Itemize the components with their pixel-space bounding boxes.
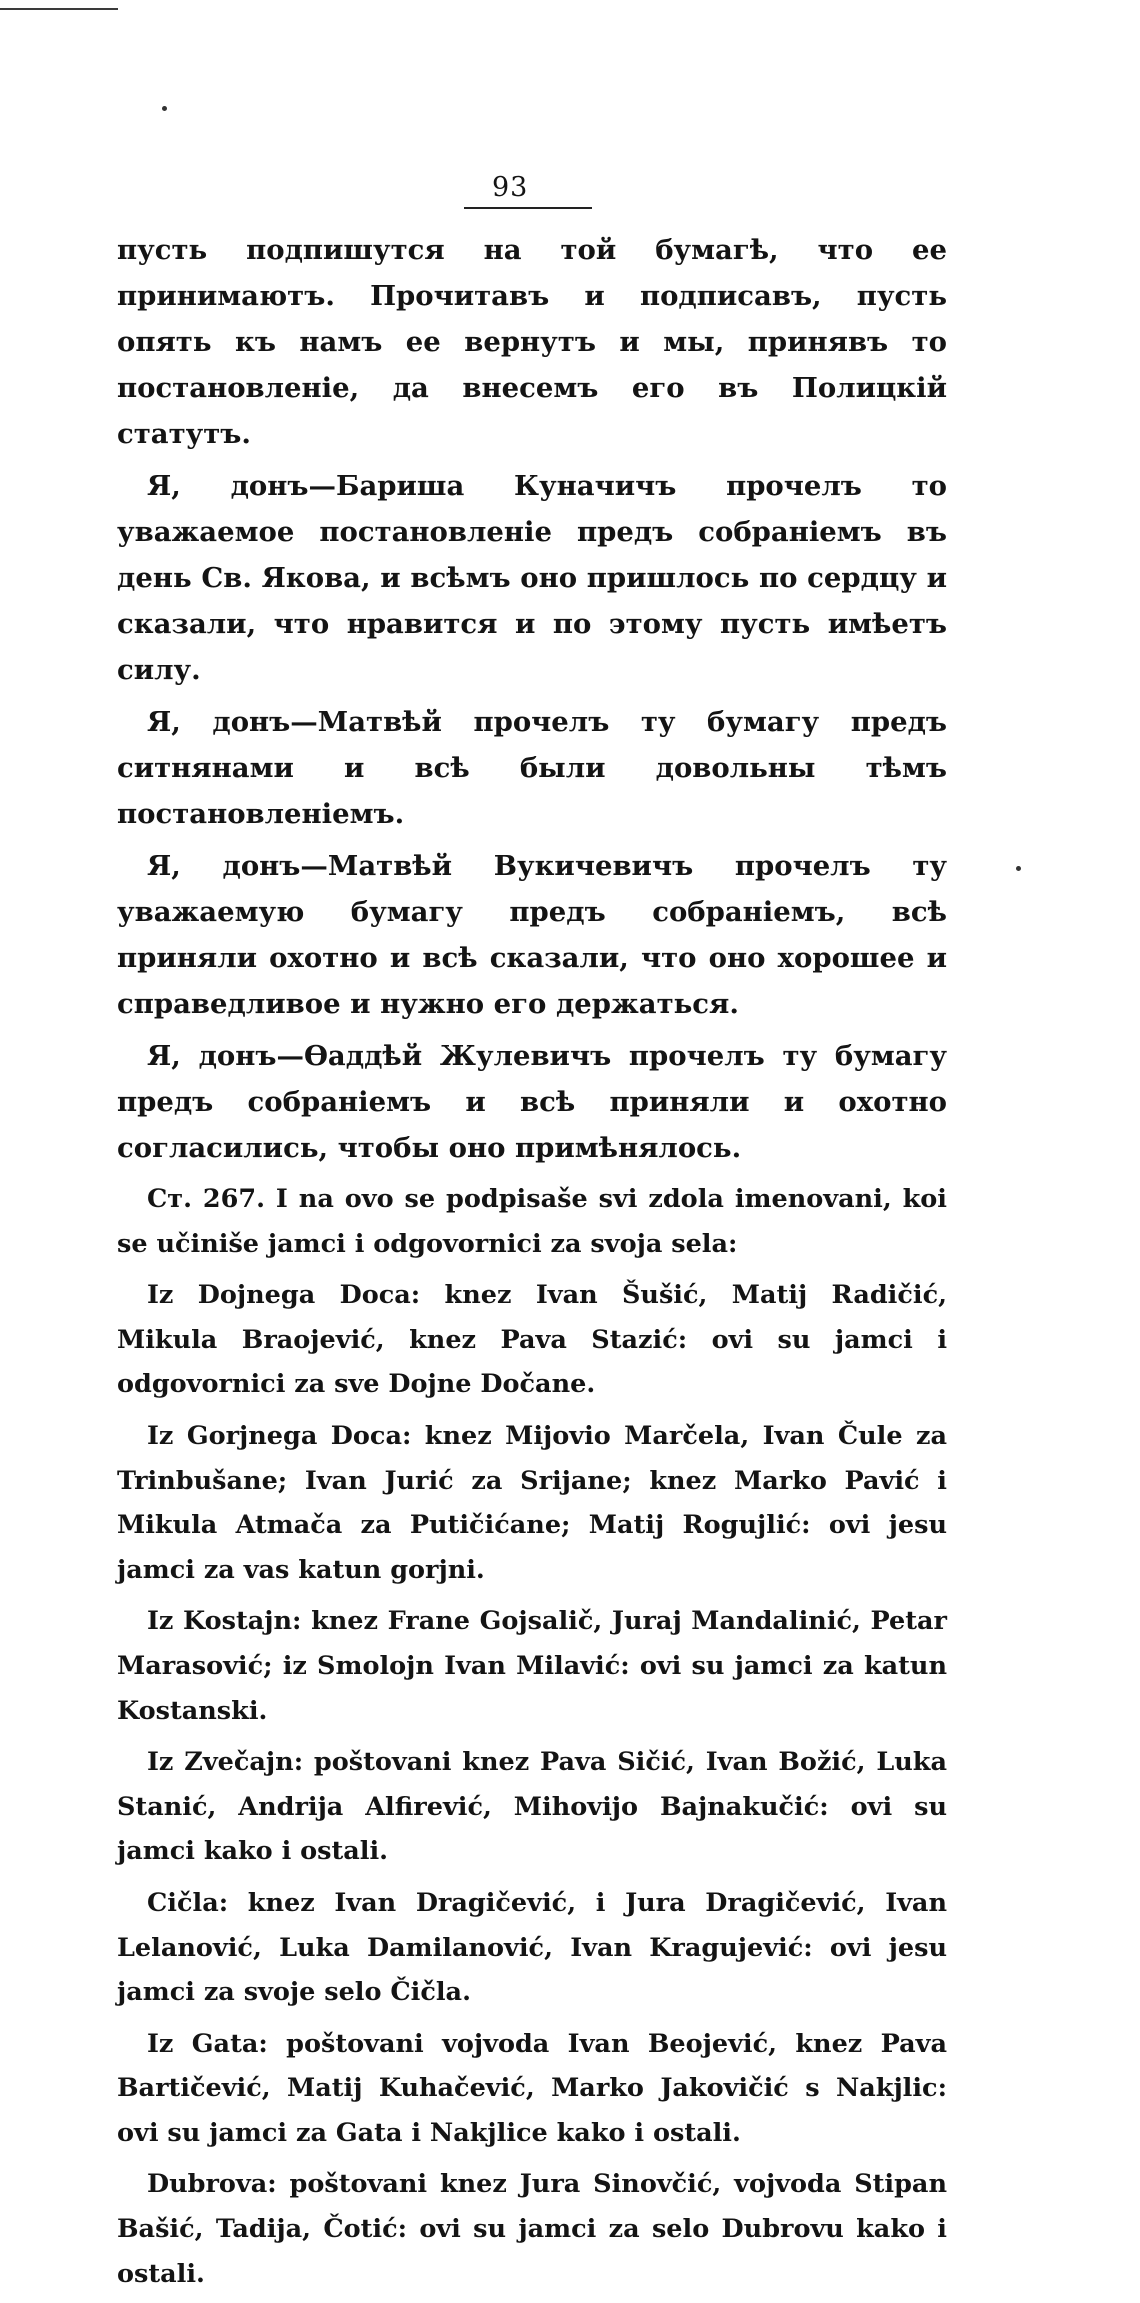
speck-mark	[162, 106, 167, 111]
paragraph: Ст. 267. I na ovo se podpisaše svi zdola imenovani, koi se učiniše jamci i odgovornici za svoja sela:	[117, 1184, 947, 1259]
paragraph: Cičla: knez Ivan Dragičević, i Jura Dragičević, Ivan Lelanović, Luka Damilanović, Ivan Kragujević: ovi jesu jamci za svoje selo Čičla.	[117, 1887, 947, 2008]
speck-mark	[1016, 866, 1021, 871]
paragraph: Я, донъ—Матвѣй прочелъ ту бумагу предъ ситнянами и всѣ были довольны тѣмъ постановленіемъ.	[117, 706, 947, 830]
cyrillic-section	[117, 227, 947, 1171]
paragraph: Я, донъ—Ѳаддѣй Жулевичъ прочелъ ту бумагу предъ собраніемъ и всѣ приняли и охотно согласились, чтобы оно примѣнялось.	[117, 1040, 947, 1164]
paragraph: Я, донъ—Бариша Куначичъ прочелъ то уважаемое постановленіе предъ собраніемъ въ день Св. Якова, и всѣмъ оно пришлось по сердцу и сказали, что нравится и по этому пусть имѣетъ силу.	[117, 470, 947, 686]
paragraph: Iz Zvečajn: poštovani knez Pava Sičić, Ivan Božić, Luka Stanić, Andrija Alfirević, Mihovijo Bajnakučić: ovi su jamci kako i ostali.	[117, 1747, 947, 1867]
top-edge-rule	[0, 8, 118, 10]
paragraph: Iz Kostajn: knez Frane Gojsalič, Juraj Mandalinić, Petar Marasović; iz Smolojn Ivan Milavić: ovi su jamci za katun Kostanski.	[117, 1606, 947, 1726]
paragraph: Я, донъ—Матвѣй Вукичевичъ прочелъ ту уважаемую бумагу предъ собраніемъ, всѣ приняли охотно и всѣ сказали, что оно хорошее и справедливое и нужно его держаться.	[117, 850, 947, 1020]
page-body	[117, 227, 947, 2303]
page-number: 93	[492, 172, 529, 203]
paragraph: Iz Gorjnega Doca: knez Mijovio Marčela, Ivan Čule za Trinbušane; Ivan Jurić za Srijane; knez Marko Pavić i Mikula Atmača za Putičićane; Matij Rogujlić: ovi jesu jamci za vas katun gorjni.	[117, 1420, 947, 1585]
paragraph: Iz Dojnega Doca: knez Ivan Šušić, Matij Radičić, Mikula Braojević, knez Pava Stazić: ovi su jamci i odgovornici za sve Dojne Dočane.	[117, 1280, 947, 1400]
paragraph: Dubrova: poštovani knez Jura Sinovčić, vojvoda Stipan Bašić, Tadija, Čotić: ovi su jamci za selo Dubrovu kako i ostali.	[117, 2169, 947, 2289]
paragraph: Iz Gata: poštovani vojvoda Ivan Beojević, knez Pava Bartičević, Matij Kuhačević, Marko Jakovičić s Nakjlic: ovi su jamci za Gata i Nakjlice kako i ostali.	[117, 2028, 947, 2148]
paragraph: пусть подпишутся на той бумагѣ, что ее принимаютъ. Прочитавъ и подписавъ, пусть опять къ намъ ее вернутъ и мы, принявъ то постановленіе, да внесемъ его въ Полицкій статутъ.	[117, 234, 947, 450]
page-number-rule	[464, 207, 592, 209]
latin-section	[117, 1177, 947, 2296]
